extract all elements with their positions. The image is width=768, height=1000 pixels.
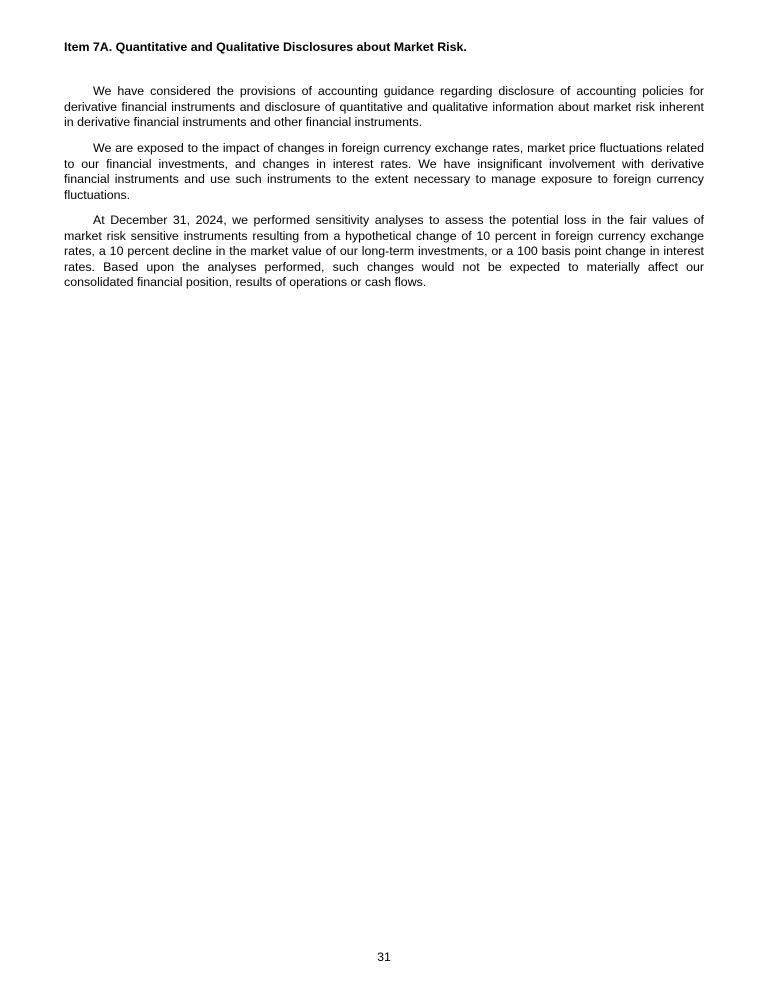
paragraph-sensitivity-analysis: At December 31, 2024, we performed sensitivity analyses to assess the potential loss in the fair values of market risk sensitive instruments resulting from a hypothetical change of 10 percent in foreign currency exchange rates, a 10 percent decline in the market value of our long-term investments, or a 100 basis point change in interest rates. Based upon the analyses performed, such changes would not be expected to materially affect our consolidated financial position, results of operations or cash flows. [64, 213, 704, 290]
section-heading: Item 7A. Quantitative and Qualitative Disclosures about Market Risk. [64, 40, 467, 54]
paragraph-market-exposure: We are exposed to the impact of changes in foreign currency exchange rates, market price fluctuations related to our financial investments, and changes in interest rates. We have insignificant involvement with derivative financial instruments and use such instruments to the extent necessary to manage exposure to foreign currency fluctuations. [64, 141, 704, 202]
document-page [64, 0, 704, 1000]
paragraph-accounting-guidance: We have considered the provisions of accounting guidance regarding disclosure of accounting policies for derivative financial instruments and disclosure of quantitative and qualitative information about market risk inherent in derivative financial instruments and other financial instruments. [64, 84, 704, 130]
page-number: 31 [377, 950, 391, 964]
